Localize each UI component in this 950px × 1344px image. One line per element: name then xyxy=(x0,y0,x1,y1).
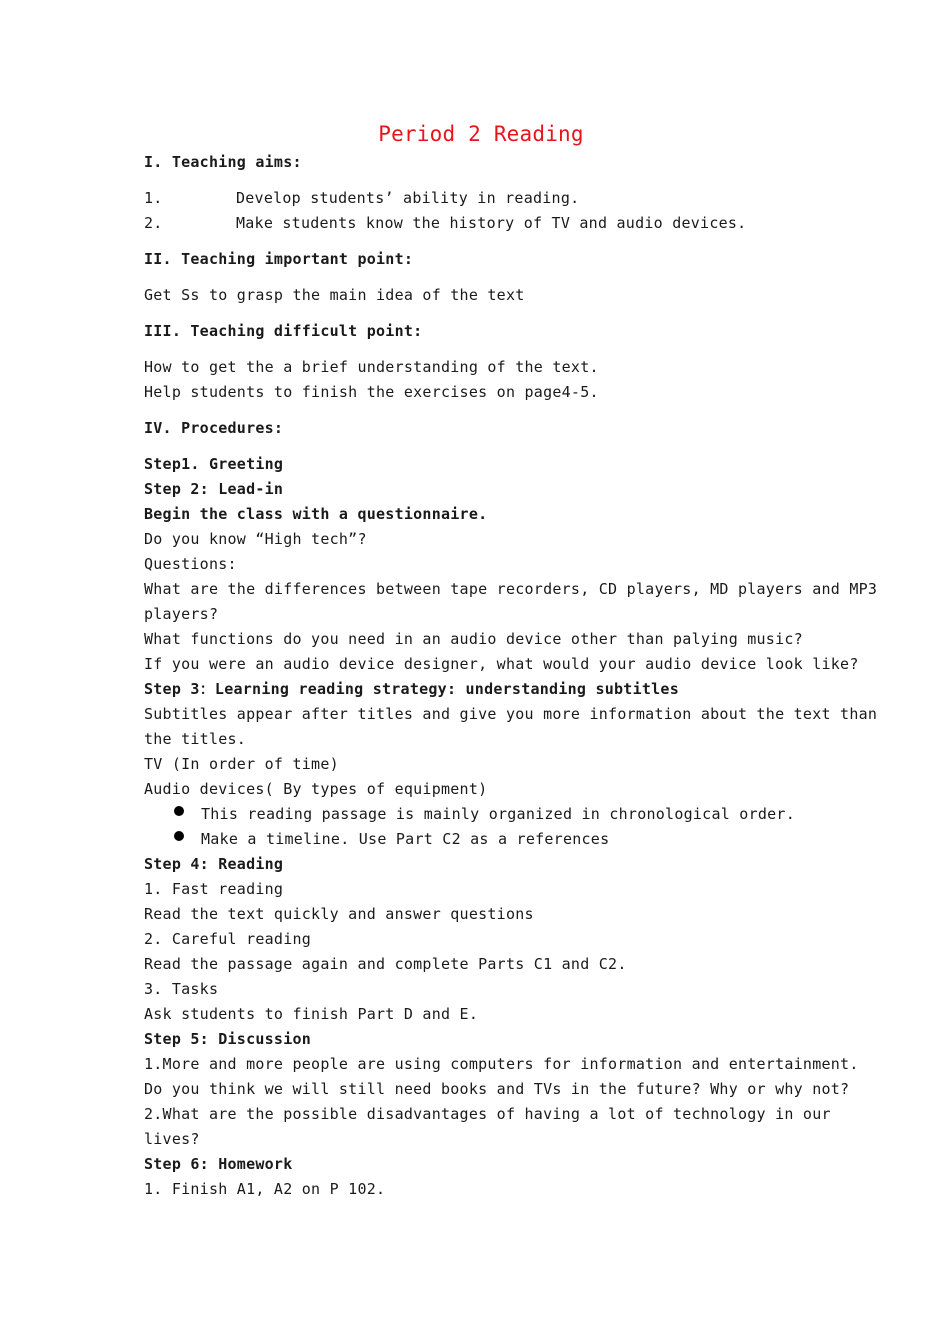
step6-heading: Step 6: Homework xyxy=(144,1155,293,1173)
question-2: What functions do you need in an audio device other than palying music? xyxy=(144,630,803,648)
fast-reading: 1. Fast reading xyxy=(144,880,284,898)
difficult-line-1: How to get the a brief understanding of the text. xyxy=(144,358,599,376)
discussion-1-line-2: Do you think we will still need books and TVs in the future? Why or why not? xyxy=(144,1080,850,1098)
question-1-line-1: What are the differences between tape recorders, CD players, MD players and MP3 xyxy=(144,580,878,598)
tasks: 3. Tasks xyxy=(144,980,219,998)
important-heading: II. Teaching important point: xyxy=(144,250,414,268)
bullet-item-1: This reading passage is mainly organized in chronological order. xyxy=(201,805,795,823)
subtitles-line-2: the titles. xyxy=(144,730,247,748)
step2-intro: Begin the class with a questionnaire. xyxy=(144,505,488,523)
bullet-dot-icon xyxy=(174,831,184,841)
audio-line: Audio devices( By types of equipment) xyxy=(144,780,488,798)
difficult-heading: III. Teaching difficult point: xyxy=(144,322,423,340)
important-text: Get Ss to grasp the main idea of the text xyxy=(144,286,525,304)
discussion-1-line-1: 1.More and more people are using computers for information and entertainment. xyxy=(144,1055,859,1073)
question-3: If you were an audio device designer, what would your audio device look like? xyxy=(144,655,859,673)
tasks-desc: Ask students to finish Part D and E. xyxy=(144,1005,479,1023)
bullet-item-2: Make a timeline. Use Part C2 as a references xyxy=(201,830,610,848)
procedures-heading: IV. Procedures: xyxy=(144,419,284,437)
step2-heading: Step 2: Lead-in xyxy=(144,480,284,498)
careful-reading: 2. Careful reading xyxy=(144,930,312,948)
aim-1-num: 1. xyxy=(144,189,163,207)
careful-reading-desc: Read the passage again and complete Parts C1 and C2. xyxy=(144,955,627,973)
bullet-dot-icon xyxy=(174,806,184,816)
aims-heading: I. Teaching aims: xyxy=(144,153,302,171)
difficult-line-2: Help students to finish the exercises on page4-5. xyxy=(144,383,599,401)
subtitles-line-1: Subtitles appear after titles and give you more information about the text than xyxy=(144,705,878,723)
page-title: Period 2 Reading xyxy=(378,122,584,146)
step3-heading: Step 3：Learning reading strategy: understanding subtitles xyxy=(144,680,679,698)
aim-2-num: 2. xyxy=(144,214,163,232)
fast-reading-desc: Read the text quickly and answer questions xyxy=(144,905,534,923)
homework-1: 1. Finish A1, A2 on P 102. xyxy=(144,1180,386,1198)
step1-heading: Step1. Greeting xyxy=(144,455,284,473)
question-1-line-2: players? xyxy=(144,605,219,623)
aim-1-text: Develop students’ ability in reading. xyxy=(236,189,580,207)
tv-line: TV (In order of time) xyxy=(144,755,339,773)
step5-heading: Step 5: Discussion xyxy=(144,1030,312,1048)
step4-heading: Step 4: Reading xyxy=(144,855,284,873)
discussion-2-line-2: lives? xyxy=(144,1130,200,1148)
questions-label: Questions: xyxy=(144,555,237,573)
aim-2-text: Make students know the history of TV and audio devices. xyxy=(236,214,747,232)
question-high-tech: Do you know “High tech”? xyxy=(144,530,367,548)
discussion-2-line-1: 2.What are the possible disadvantages of having a lot of technology in our xyxy=(144,1105,831,1123)
